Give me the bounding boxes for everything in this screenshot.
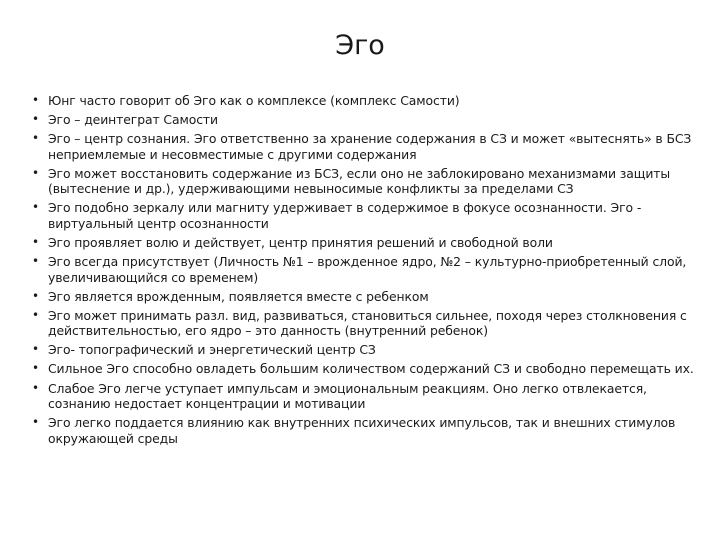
bullet-icon: • bbox=[32, 165, 39, 180]
bullet-text: Эго является врожденным, появляется вместе с ребенком bbox=[48, 288, 429, 304]
bullet-item bbox=[32, 235, 704, 251]
bullet-icon: • bbox=[32, 200, 39, 215]
bullet-item bbox=[32, 200, 704, 231]
bullet-text: Эго проявляет волю и действует, центр принятия решений и свободной воли bbox=[48, 234, 553, 250]
bullet-item bbox=[32, 166, 704, 197]
bullet-item bbox=[32, 289, 704, 305]
bullet-icon: • bbox=[32, 342, 39, 357]
bullet-text: Слабое Эго легче уступает импульсам и эмоциональным реакциям. Оно легко отвлекается, сознанию недостает концентрации и мотивации bbox=[48, 380, 647, 412]
bullet-item bbox=[32, 93, 704, 109]
bullet-icon: • bbox=[32, 415, 39, 430]
bullet-text: Эго подобно зеркалу или магниту удерживает в содержимое в фокусе осознанности. Эго - виртуальный центр осознанности bbox=[48, 200, 642, 231]
bullet-list bbox=[32, 93, 704, 450]
bullet-icon: • bbox=[32, 234, 39, 249]
bullet-item bbox=[32, 361, 704, 377]
bullet-item bbox=[32, 131, 704, 162]
slide-title: Эго bbox=[335, 30, 385, 61]
bullet-text: Эго может принимать разл. вид, развиваться, становиться сильнее, походя через столкновения с действительностью, его ядро – это данность (внутренний ребенок) bbox=[48, 307, 687, 339]
bullet-icon: • bbox=[32, 361, 39, 376]
bullet-icon: • bbox=[32, 131, 39, 146]
bullet-item bbox=[32, 112, 704, 128]
bullet-text: Эго – центр сознания. Эго ответственно за хранение содержания в СЗ и может «вытеснять» в БСЗ неприемлемые и несовместимые с другими содержания bbox=[48, 131, 692, 162]
bullet-text: Сильное Эго способно овладеть большим количеством содержаний СЗ и свободно перемещать их. bbox=[48, 361, 694, 377]
bullet-icon: • bbox=[32, 112, 39, 127]
bullet-icon: • bbox=[32, 93, 39, 107]
bullet-icon: • bbox=[32, 254, 39, 269]
bullet-text: Юнг часто говорит об Эго как о комплексе (комплекс Самости) bbox=[48, 93, 460, 108]
bullet-text: Эго легко поддается влиянию как внутренних психических импульсов, так и внешних стимулов окружающей среды bbox=[48, 415, 676, 446]
bullet-icon: • bbox=[32, 307, 39, 322]
bullet-item bbox=[32, 308, 704, 339]
bullet-item bbox=[32, 254, 704, 285]
bullet-icon: • bbox=[32, 288, 39, 303]
bullet-item bbox=[32, 342, 704, 358]
bullet-text: Эго – деинтеграт Самости bbox=[48, 112, 218, 128]
bullet-icon: • bbox=[32, 380, 39, 395]
bullet-text: Эго может восстановить содержание из БСЗ, если оно не заблокировано механизмами защиты (вытеснение и др.), удерживающими невыносимые конфликты за пределами СЗ bbox=[48, 165, 671, 197]
bullet-item bbox=[32, 415, 704, 446]
bullet-text: Эго всегда присутствует (Личность №1 – врожденное ядро, №2 – культурно-приобретенный слой, увеличивающийся со временем) bbox=[48, 254, 687, 285]
bullet-text: Эго- топографический и энергетический центр СЗ bbox=[48, 342, 376, 358]
bullet-item bbox=[32, 381, 704, 412]
